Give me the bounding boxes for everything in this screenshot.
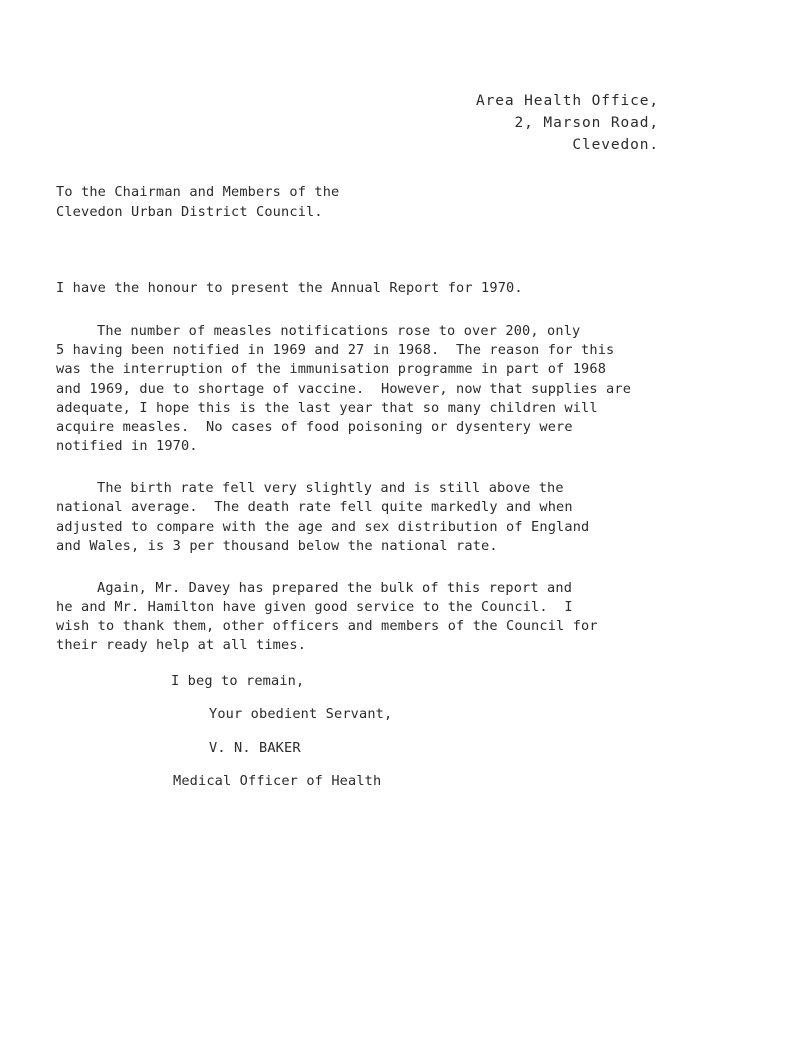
para1-line: 5 having been notified in 1969 and 27 in 1968. The reason for this (56, 342, 615, 358)
para3-line: he and Mr. Hamilton have given good service to the Council. I (56, 599, 573, 615)
salutation-line-2: Clevedon Urban District Council. (56, 204, 323, 220)
closing-servant: Your obedient Servant, (209, 706, 393, 722)
para3-line: Again, Mr. Davey has prepared the bulk of this report and (97, 580, 573, 596)
para3-line: wish to thank them, other officers and members of the Council for (56, 618, 598, 634)
address-line-1: Area Health Office, (476, 93, 659, 109)
para2-line: The birth rate fell very slightly and is still above the (97, 480, 564, 496)
address-line-2: 2, Marson Road, (514, 115, 659, 131)
para1-line: and 1969, due to shortage of vaccine. However, now that supplies are (56, 381, 632, 397)
para3-line: their ready help at all times. (56, 637, 307, 653)
para1-line: acquire measles. No cases of food poisoning or dysentery were (56, 419, 573, 435)
address-line-3: Clevedon. (572, 137, 659, 153)
intro-sentence: I have the honour to present the Annual Report for 1970. (56, 280, 523, 296)
salutation-line-1: To the Chairman and Members of the (56, 184, 340, 200)
para1-line: The number of measles notifications rose to over 200, only (97, 323, 581, 339)
para1-line: notified in 1970. (56, 438, 198, 454)
signature-name: V. N. BAKER (209, 740, 301, 756)
para2-line: national average. The death rate fell quite markedly and when (56, 499, 573, 515)
closing-remain: I beg to remain, (171, 673, 305, 689)
signature-title: Medical Officer of Health (173, 773, 382, 789)
para1-line: was the interruption of the immunisation programme in part of 1968 (56, 361, 607, 377)
para2-line: and Wales, is 3 per thousand below the national rate. (56, 538, 498, 554)
para2-line: adjusted to compare with the age and sex distribution of England (56, 519, 590, 535)
para1-line: adequate, I hope this is the last year that so many children will (56, 400, 598, 416)
